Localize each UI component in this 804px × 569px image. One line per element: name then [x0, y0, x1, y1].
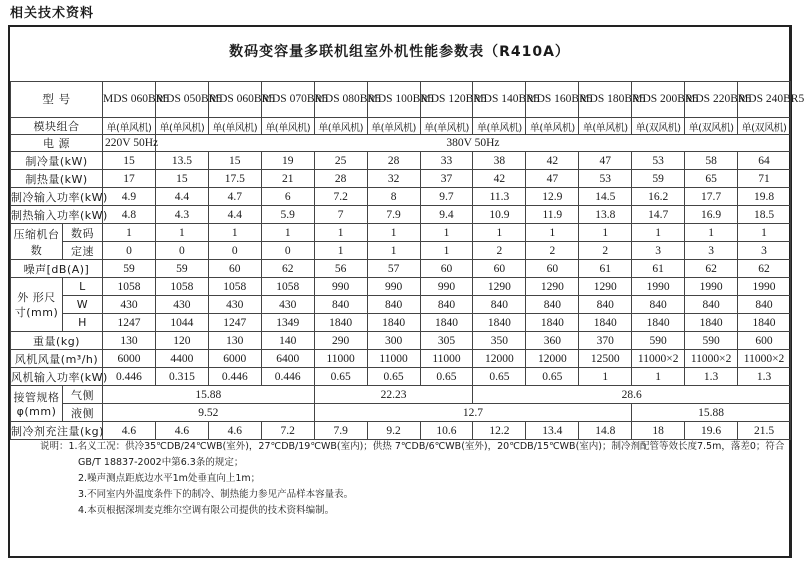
table-cell: 1247 [103, 314, 156, 332]
table-cell: 8 [367, 188, 420, 206]
table-cell: 单(双风机) [685, 118, 738, 135]
model-header: MDS 060BR5 [103, 82, 156, 118]
pipe-gas-row [11, 386, 791, 404]
table-cell: 0.65 [420, 368, 473, 386]
table-cell: 单(单风机) [103, 118, 156, 135]
table-cell: 15 [155, 170, 208, 188]
weight-row [11, 332, 791, 350]
table-cell: 2 [526, 242, 579, 260]
table-cell: 7 [314, 206, 367, 224]
table-cell: 1990 [632, 278, 685, 296]
table-cell: 11.9 [526, 206, 579, 224]
table-cell: 1840 [473, 314, 526, 332]
table-cell: 单(单风机) [579, 118, 632, 135]
table-cell: 19.8 [738, 188, 791, 206]
table-cell: 7.2 [314, 188, 367, 206]
table-cell: 59 [103, 260, 156, 278]
table-cell: 56 [314, 260, 367, 278]
table-cell: 60 [473, 260, 526, 278]
table-cell: 1058 [155, 278, 208, 296]
table-cell: 4.6 [208, 422, 261, 440]
table-cell: 11000×2 [685, 350, 738, 368]
table-cell: 7.2 [261, 422, 314, 440]
table-cell: 11.3 [473, 188, 526, 206]
table-cell: 0 [155, 242, 208, 260]
table-cell: 11000×2 [632, 350, 685, 368]
row-label: 制冷输入功率(kW) [11, 188, 103, 206]
table-cell: 840 [632, 296, 685, 314]
table-cell: 1058 [208, 278, 261, 296]
table-cell: 1044 [155, 314, 208, 332]
table-cell: 47 [579, 152, 632, 170]
table-cell: 1840 [685, 314, 738, 332]
note-1: 说明：1.名义工况：供冷35℃DB/24℃WB(室外)，27℃DB/19℃WB(室内)；供热 7℃DB/6℃WB(室外)，20℃DB/15℃WB(室内)；制冷剂配管等效长度7.5m，落差0；符合 [40, 441, 785, 452]
cool-input-row [11, 188, 791, 206]
sub-label: 数码 [63, 224, 103, 242]
table-cell: 0.65 [526, 368, 579, 386]
table-cell: 0 [103, 242, 156, 260]
heat-input-row [11, 206, 791, 224]
table-cell: 3 [685, 242, 738, 260]
sub-label: L [63, 278, 103, 296]
table-cell: 65 [685, 170, 738, 188]
table-cell: 25 [314, 152, 367, 170]
table-cell: 1.3 [685, 368, 738, 386]
table-cell: 42 [526, 152, 579, 170]
table-cell: 1 [367, 242, 420, 260]
table-cell: 0.446 [261, 368, 314, 386]
note-1-cont: GB/T 18837-2002中第6.3条的规定； [78, 457, 244, 468]
row-label: 外 形尺 寸(mm) [11, 278, 63, 332]
table-cell: 0 [208, 242, 261, 260]
table-cell: 12.9 [526, 188, 579, 206]
table-cell: 14.8 [579, 422, 632, 440]
table-cell: 590 [685, 332, 738, 350]
model-header: MDS 050BR5 [155, 82, 208, 118]
table-cell: 840 [367, 296, 420, 314]
model-header: MDS 200BR5 [632, 82, 685, 118]
table-cell: 1840 [420, 314, 473, 332]
table-cell: 305 [420, 332, 473, 350]
table-cell: 14.5 [579, 188, 632, 206]
table-cell: 9.4 [420, 206, 473, 224]
model-header: MDS 080BR5 [314, 82, 367, 118]
table-cell: 15 [208, 152, 261, 170]
model-header: MDS 180BR5 [579, 82, 632, 118]
table-cell: 1349 [261, 314, 314, 332]
table-cell: 0.446 [208, 368, 261, 386]
table-cell: 2 [579, 242, 632, 260]
table-cell: 130 [208, 332, 261, 350]
table-cell: 430 [155, 296, 208, 314]
sub-label: 气侧 [63, 386, 103, 404]
table-cell: 9.52 [103, 404, 315, 422]
note-4: 4.本页根据深圳麦克维尔空调有限公司提供的技术资料编制。 [78, 505, 335, 516]
table-cell: 0.65 [473, 368, 526, 386]
table-cell: 1840 [367, 314, 420, 332]
page-title: 数码变容量多联机组室外机性能参数表（R410A） [229, 44, 570, 60]
table-cell: 13.8 [579, 206, 632, 224]
table-cell: 1 [103, 224, 156, 242]
table-cell: 62 [685, 260, 738, 278]
table-cell: 单(单风机) [420, 118, 473, 135]
dim-row-H [11, 314, 791, 332]
table-cell: 15.88 [632, 404, 791, 422]
table-cell: 840 [314, 296, 367, 314]
table-cell: 53 [579, 170, 632, 188]
table-cell: 4400 [155, 350, 208, 368]
sub-label: W [63, 296, 103, 314]
row-label: 制热输入功率(kW) [11, 206, 103, 224]
table-cell: 300 [367, 332, 420, 350]
table-cell: 61 [632, 260, 685, 278]
table-cell: 单(单风机) [155, 118, 208, 135]
dim-row-L [11, 278, 791, 296]
model-header: MDS 140BR5 [473, 82, 526, 118]
table-cell: 4.3 [155, 206, 208, 224]
note-2: 2.噪声测点距底边水平1m处垂直向上1m； [78, 473, 261, 484]
module-row [11, 118, 791, 135]
table-cell: 4.9 [103, 188, 156, 206]
table-cell: 61 [579, 260, 632, 278]
table-cell: 12.7 [314, 404, 632, 422]
section-header: 相关技术资料 [10, 6, 95, 21]
table-cell: 1 [632, 224, 685, 242]
pipe-liquid-row [11, 404, 791, 422]
table-cell: 11000 [420, 350, 473, 368]
table-cell: 1 [685, 224, 738, 242]
table-cell: 1247 [208, 314, 261, 332]
table-cell: 1 [738, 224, 791, 242]
table-cell: 990 [367, 278, 420, 296]
table-cell: 1 [420, 224, 473, 242]
table-cell: 840 [526, 296, 579, 314]
table-cell: 1 [155, 224, 208, 242]
table-cell: 21.5 [738, 422, 791, 440]
model-header: MDS 070BR5 [261, 82, 314, 118]
table-cell: 4.6 [103, 422, 156, 440]
table-cell: 1840 [314, 314, 367, 332]
document-frame [8, 25, 804, 558]
table-cell: 58 [685, 152, 738, 170]
table-cell: 60 [208, 260, 261, 278]
table-cell: 1990 [685, 278, 738, 296]
table-cell: 0 [261, 242, 314, 260]
table-cell: 9.2 [367, 422, 420, 440]
table-cell: 1 [208, 224, 261, 242]
table-cell: 64 [738, 152, 791, 170]
table-cell: 5.9 [261, 206, 314, 224]
table-cell: 28 [367, 152, 420, 170]
table-cell: 1 [526, 224, 579, 242]
table-cell: 1 [632, 368, 685, 386]
table-cell: 1290 [473, 278, 526, 296]
table-cell: 360 [526, 332, 579, 350]
table-cell: 17.7 [685, 188, 738, 206]
cooling-row [11, 152, 791, 170]
model-header: MDS 060BR5 [208, 82, 261, 118]
table-cell: 53 [632, 152, 685, 170]
table-cell: 130 [103, 332, 156, 350]
table-cell: 13.4 [526, 422, 579, 440]
heating-row [11, 170, 791, 188]
table-cell: 1990 [738, 278, 791, 296]
table-cell: 6400 [261, 350, 314, 368]
table-cell: 4.4 [155, 188, 208, 206]
table-cell: 59 [632, 170, 685, 188]
table-cell: 430 [208, 296, 261, 314]
table-cell: 0.65 [314, 368, 367, 386]
model-header: MDS 220BR5 [685, 82, 738, 118]
table-cell: 1058 [103, 278, 156, 296]
table-cell: 1840 [632, 314, 685, 332]
table-cell: 840 [579, 296, 632, 314]
table-cell: 0.446 [103, 368, 156, 386]
table-cell: 单(单风机) [261, 118, 314, 135]
table-cell: 28 [314, 170, 367, 188]
table-cell: 15.88 [103, 386, 315, 404]
table-cell: 11000×2 [738, 350, 791, 368]
row-label: 制冷量(kW) [11, 152, 103, 170]
sub-label: H [63, 314, 103, 332]
header-row [11, 82, 791, 118]
charge-row [11, 422, 791, 440]
table-cell: 17 [103, 170, 156, 188]
table-cell: 1 [367, 224, 420, 242]
sub-label: 液侧 [63, 404, 103, 422]
table-cell: 1290 [579, 278, 632, 296]
dim-row-W [11, 296, 791, 314]
table-cell: 13.5 [155, 152, 208, 170]
row-label: 风机风量(m³/h) [11, 350, 103, 368]
table-cell: 28.6 [473, 386, 791, 404]
table-cell: 14.7 [632, 206, 685, 224]
table-cell: 1 [473, 224, 526, 242]
model-header: MDS 120BR5 [420, 82, 473, 118]
table-cell: 7.9 [367, 206, 420, 224]
row-label: 重量(kg) [11, 332, 103, 350]
model-header: MDS 100BR5 [367, 82, 420, 118]
table-cell: 单(单风机) [208, 118, 261, 135]
table-cell: 3 [738, 242, 791, 260]
table-cell: 单(单风机) [314, 118, 367, 135]
table-cell: 120 [155, 332, 208, 350]
sub-label: 定速 [63, 242, 103, 260]
table-cell: 60 [420, 260, 473, 278]
table-cell: 62 [738, 260, 791, 278]
table-cell: 1840 [526, 314, 579, 332]
table-cell: 4.8 [103, 206, 156, 224]
table-cell: 17.5 [208, 170, 261, 188]
table-cell: 单(双风机) [738, 118, 791, 135]
table-cell: 1840 [579, 314, 632, 332]
table-cell: 38 [473, 152, 526, 170]
table-cell: 4.4 [208, 206, 261, 224]
table-cell: 18 [632, 422, 685, 440]
table-cell: 1840 [738, 314, 791, 332]
table-cell: 990 [314, 278, 367, 296]
notes [40, 439, 784, 519]
table-cell: 2 [473, 242, 526, 260]
table-cell: 220V 50Hz [103, 135, 156, 152]
table-cell: 12.2 [473, 422, 526, 440]
note-3: 3.不同室内外温度条件下的制冷、制热能力参见产品样本容量表。 [78, 489, 354, 500]
table-cell: 4.6 [155, 422, 208, 440]
table-cell: 10.9 [473, 206, 526, 224]
table-cell: 590 [632, 332, 685, 350]
table-cell: 单(双风机) [632, 118, 685, 135]
table-cell: 290 [314, 332, 367, 350]
table-cell: 840 [685, 296, 738, 314]
table-cell: 16.2 [632, 188, 685, 206]
table-cell: 7.9 [314, 422, 367, 440]
table-cell: 10.6 [420, 422, 473, 440]
table-cell: 12000 [526, 350, 579, 368]
table-cell: 22.23 [314, 386, 473, 404]
table-cell: 840 [420, 296, 473, 314]
table-cell: 11000 [367, 350, 420, 368]
table-cell: 1.3 [738, 368, 791, 386]
table-cell: 37 [420, 170, 473, 188]
table-cell: 32 [367, 170, 420, 188]
table-cell: 33 [420, 152, 473, 170]
table-cell: 840 [473, 296, 526, 314]
table-cell: 350 [473, 332, 526, 350]
table-cell: 1 [261, 224, 314, 242]
table-cell: 9.7 [420, 188, 473, 206]
row-label: 压缩机台 数 [11, 224, 63, 260]
table-cell: 140 [261, 332, 314, 350]
table-cell: 4.7 [208, 188, 261, 206]
table-cell: 59 [155, 260, 208, 278]
table-cell: 19.6 [685, 422, 738, 440]
table-cell: 6 [261, 188, 314, 206]
airflow-row [11, 350, 791, 368]
spec-table [10, 81, 804, 440]
table-cell: 1 [314, 242, 367, 260]
table-cell: 18.5 [738, 206, 791, 224]
table-cell: 60 [526, 260, 579, 278]
table-cell: 42 [473, 170, 526, 188]
row-label: 型 号 [11, 82, 103, 118]
compressor-fixed-row [11, 242, 791, 260]
model-header: MDS 240BR5 [738, 82, 791, 118]
table-cell: 62 [261, 260, 314, 278]
row-label: 电 源 [11, 135, 103, 152]
table-cell: 单(单风机) [526, 118, 579, 135]
noise-row [11, 260, 791, 278]
table-cell: 430 [261, 296, 314, 314]
fan-power-row [11, 368, 791, 386]
row-label: 风机输入功率(kW) [11, 368, 103, 386]
table-cell: 47 [526, 170, 579, 188]
table-cell: 0.65 [367, 368, 420, 386]
table-cell: 57 [367, 260, 420, 278]
table-cell: 1 [420, 242, 473, 260]
table-cell: 16.9 [685, 206, 738, 224]
table-cell: 71 [738, 170, 791, 188]
table-cell: 990 [420, 278, 473, 296]
table-cell: 1058 [261, 278, 314, 296]
row-label: 接管规格φ(mm) [11, 386, 63, 422]
table-cell: 1290 [526, 278, 579, 296]
row-label: 制热量(kW) [11, 170, 103, 188]
table-cell: 12500 [579, 350, 632, 368]
table-cell: 430 [103, 296, 156, 314]
table-cell: 单(单风机) [367, 118, 420, 135]
table-cell: 370 [579, 332, 632, 350]
table-cell: 1 [579, 224, 632, 242]
table-cell: 11000 [314, 350, 367, 368]
row-label: 制冷剂充注量(kg) [11, 422, 103, 440]
table-cell: 3 [632, 242, 685, 260]
table-cell: 21 [261, 170, 314, 188]
compressor-digital-row [11, 224, 791, 242]
row-label: 模块组合 [11, 118, 103, 135]
table-cell: 15 [103, 152, 156, 170]
table-cell: 0.315 [155, 368, 208, 386]
table-cell: 12000 [473, 350, 526, 368]
power-row [11, 135, 791, 152]
table-cell: 840 [738, 296, 791, 314]
power-380v: 380V 50Hz [155, 135, 790, 152]
model-header: MDS 160BR5 [526, 82, 579, 118]
table-cell: 6000 [208, 350, 261, 368]
row-label: 噪声[dB(A)] [11, 260, 103, 278]
table-cell: 单(单风机) [473, 118, 526, 135]
table-cell: 600 [738, 332, 791, 350]
table-cell: 19 [261, 152, 314, 170]
table-cell: 6000 [103, 350, 156, 368]
table-cell: 1 [579, 368, 632, 386]
table-cell: 1 [314, 224, 367, 242]
